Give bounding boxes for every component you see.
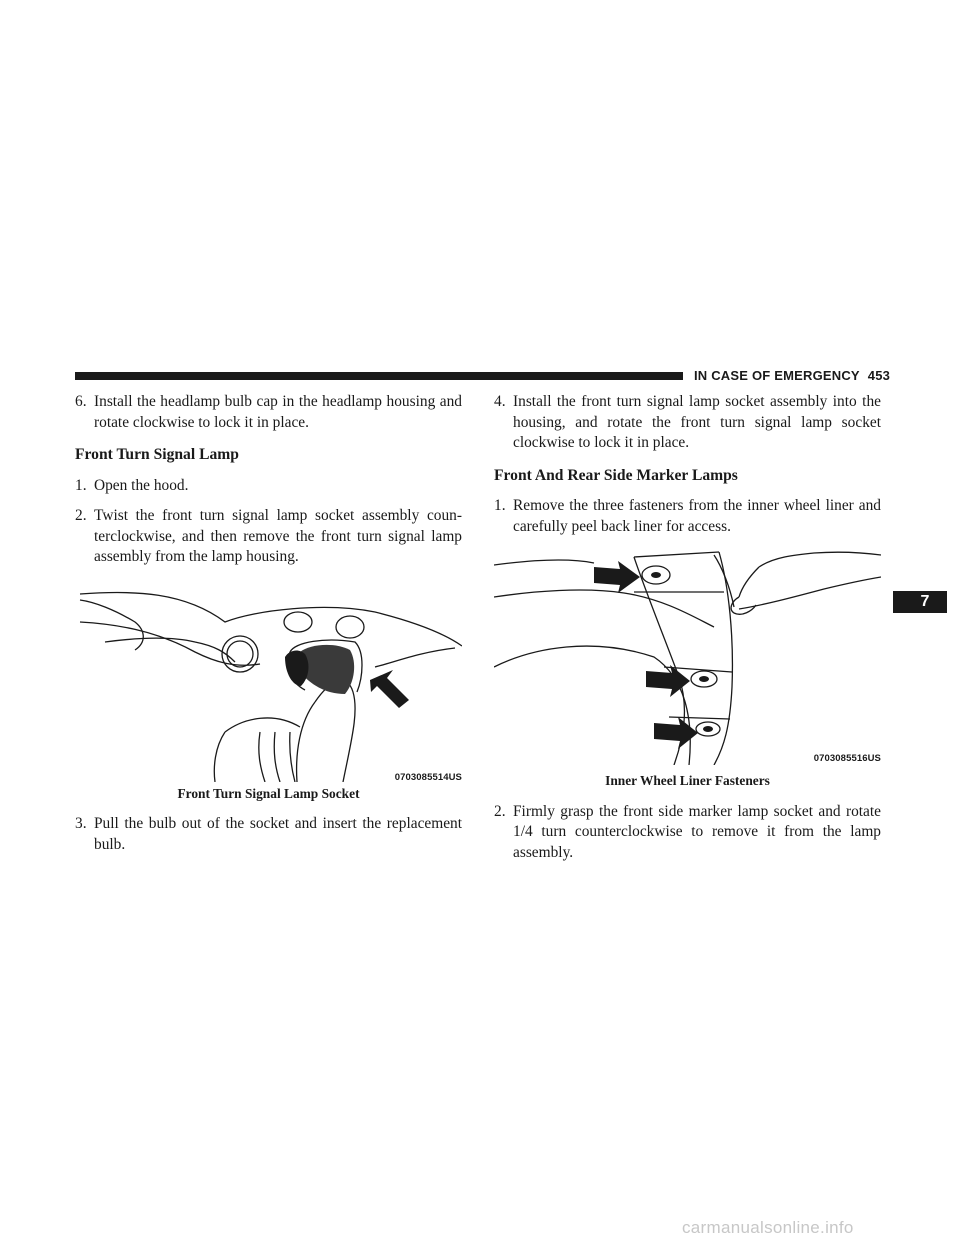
step-number: 2. — [494, 802, 506, 820]
step-1 — [75, 476, 462, 497]
header-rule — [75, 372, 683, 380]
chapter-number: 7 — [920, 593, 930, 610]
right-column — [494, 392, 881, 873]
step-number: 2. — [75, 507, 87, 524]
chapter-tab — [893, 591, 947, 613]
step-2-marker — [494, 802, 881, 864]
section-heading-front-turn-signal: Front Turn Signal Lamp — [75, 446, 239, 463]
step-number: 6. — [75, 393, 87, 410]
section-heading-side-marker: Front And Rear Side Marker Lamps — [494, 466, 738, 484]
figure-code: 0703085514US — [394, 771, 462, 783]
step-number: 1. — [494, 497, 506, 514]
step-number: 4. — [494, 393, 506, 410]
step-number: 3. — [75, 815, 87, 832]
running-header — [694, 368, 890, 383]
step-3 — [75, 814, 462, 855]
step-number: 1. — [75, 476, 87, 494]
pointer-arrow-icon — [654, 717, 698, 749]
pointer-arrow-icon — [370, 670, 409, 708]
step-text: Remove the three fasteners from the inner wheel liner and carefully peel back liner for access. — [513, 497, 881, 535]
step-1-marker — [494, 496, 881, 537]
figure-caption: Front Turn Signal Lamp Socket — [177, 785, 360, 801]
section-title: IN CASE OF EMERGENCY — [694, 368, 860, 383]
step-text: Twist the front turn signal lamp socket assembly counterclockwise, and then remove the front turn signal lamp assembly from the lamp housing. — [94, 507, 462, 565]
pointer-arrow-icon — [594, 561, 640, 593]
step-6 — [75, 392, 462, 433]
watermark: carmanualsonline.info — [682, 1218, 854, 1237]
step-text: Install the headlamp bulb cap in the headlamp housing and rotate clockwise to lock it in place. — [94, 393, 462, 431]
step-text: Install the front turn signal lamp socket assembly into the housing, and rotate the front turn signal lamp socket clockwise to lock it in place. — [513, 393, 881, 451]
step-2 — [75, 506, 462, 568]
step-text: Firmly grasp the front side marker lamp socket and rotate 1/4 turn counterclockwise to remove it from the lamp assembly. — [513, 802, 881, 861]
figure-front-turn-signal-socket — [75, 582, 462, 782]
lamp-socket-illustration — [75, 582, 462, 782]
page-number: 453 — [867, 368, 891, 383]
step-text: Pull the bulb out of the socket and insert the replacement bulb. — [94, 815, 462, 853]
wheel-liner-illustration — [494, 547, 881, 765]
left-column — [75, 392, 462, 865]
step-text: Open the hood. — [94, 476, 189, 494]
figure-inner-wheel-liner — [494, 547, 881, 765]
step-4 — [494, 392, 881, 454]
figure-code: 0703085516US — [813, 753, 881, 764]
figure-caption: Inner Wheel Liner Fasteners — [605, 773, 770, 788]
